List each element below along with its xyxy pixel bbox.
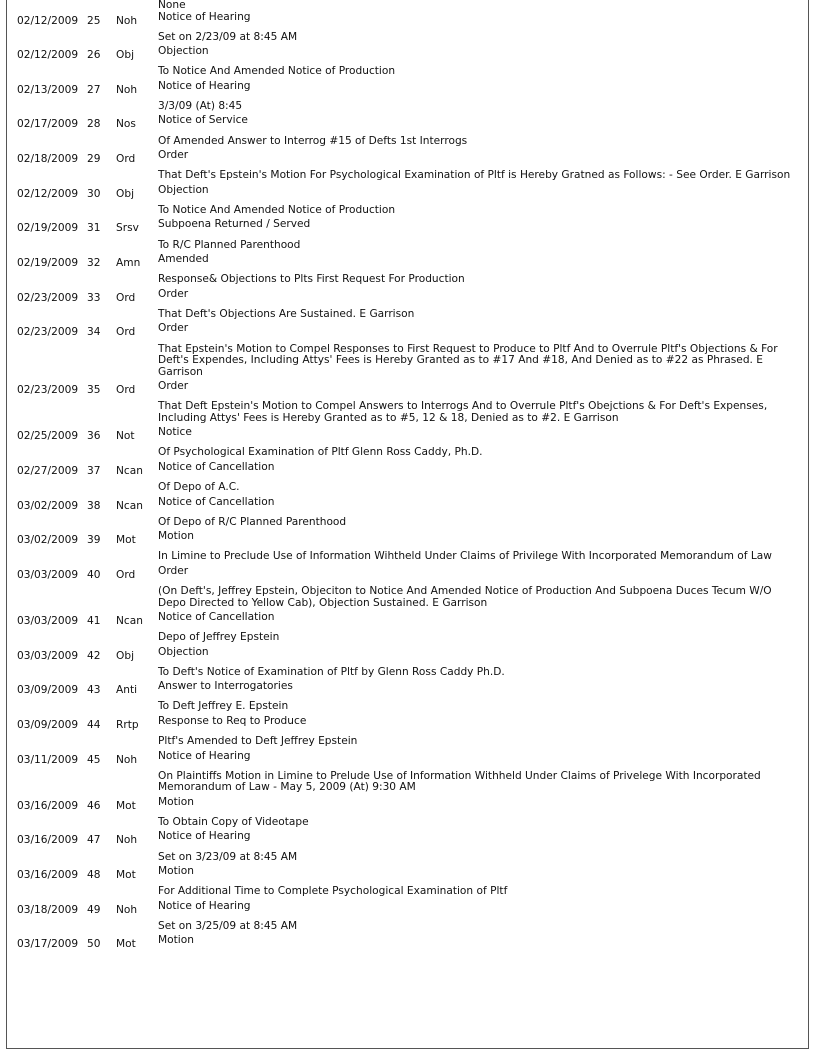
- entry-type: Notice of Hearing: [158, 79, 251, 92]
- entry-date: 02/25/2009: [17, 430, 79, 443]
- docket-entry: [7, 797, 808, 832]
- entry-detail: Of Depo of R/C Planned Parenthood: [158, 515, 347, 528]
- entry-code: Noh: [116, 14, 138, 27]
- entry-type: Motion: [158, 795, 194, 808]
- docket-entry: [7, 150, 808, 185]
- entry-type: Notice of Service: [158, 114, 248, 127]
- docket-entry: [7, 12, 808, 47]
- entry-detail: To Deft Jeffrey E. Epstein: [158, 700, 289, 713]
- docket-entry-header: [7, 115, 808, 133]
- entry-code: Noh: [116, 753, 138, 766]
- docket-entry-header: [7, 12, 808, 30]
- entry-number: 39: [87, 534, 101, 547]
- docket-entry: [7, 115, 808, 150]
- entry-date: 02/12/2009: [17, 187, 79, 200]
- entry-code: Not: [116, 430, 135, 443]
- docket-entry: [7, 254, 808, 289]
- entry-type: Order: [158, 322, 189, 335]
- docket-entry-header: [7, 462, 808, 480]
- docket-entry-header: [7, 497, 808, 515]
- docket-entry-header: [7, 219, 808, 237]
- entry-detail: That Deft's Epstein's Motion For Psychological Examination of Pltf is Hereby Gratned as Follows: - See Order. E Garrison: [158, 169, 791, 182]
- entry-number: 42: [87, 649, 101, 662]
- entry-type: Objection: [158, 645, 209, 658]
- entry-date: 03/03/2009: [17, 615, 79, 627]
- docket-entry: [7, 531, 808, 566]
- docket-entry: [7, 866, 808, 901]
- docket-entry-header: [7, 46, 808, 64]
- entry-type: Order: [158, 287, 189, 300]
- entry-detail: That Epstein's Motion to Compel Responses to First Request to Produce to Pltf And to Overrule Pltf's Objections & For Deft's Expendes, Including Attys' Fees is Hereby Granted as to #17 And #18, And Denied as to #22 as Phrased. E Garrison: [158, 342, 778, 378]
- docket-entry: [7, 381, 808, 427]
- docket-continuation-row: [7, 0, 808, 12]
- docket-entry: [7, 427, 808, 462]
- docket-entry-header: [7, 716, 808, 734]
- docket-entry: [7, 81, 808, 116]
- docket-entry-detail-row: [7, 815, 808, 832]
- entry-date: 02/13/2009: [17, 83, 79, 96]
- entry-code: Mot: [116, 534, 136, 547]
- entry-detail: Of Amended Answer to Interrog #15 of Defts 1st Interrogs: [158, 134, 468, 147]
- docket-entry: [7, 46, 808, 81]
- entry-code: Ord: [116, 568, 136, 581]
- entry-number: 45: [87, 753, 101, 766]
- entry-code: Nos: [116, 118, 136, 131]
- entry-detail: To Obtain Copy of Videotape: [158, 815, 309, 828]
- entry-number: 27: [87, 83, 101, 96]
- entry-code: Noh: [116, 83, 138, 96]
- entry-date: 03/16/2009: [17, 834, 79, 847]
- docket-entry-detail-row: [7, 399, 808, 427]
- entry-number: 30: [87, 187, 101, 200]
- entry-code: Obj: [116, 649, 135, 662]
- docket-entry-detail-row: [7, 919, 808, 936]
- entry-date: 02/12/2009: [17, 14, 79, 27]
- docket-entry-detail-row: [7, 99, 808, 116]
- entry-code: Ncan: [116, 615, 143, 627]
- entry-detail: Of Depo of A.C.: [158, 481, 240, 494]
- docket-entry-header: [7, 254, 808, 272]
- entry-type: Answer to Interrogatories: [158, 680, 293, 693]
- entry-code: Anti: [116, 684, 138, 697]
- entry-date: 03/03/2009: [17, 568, 79, 581]
- docket-entry-detail-row: [7, 134, 808, 151]
- entry-number: 43: [87, 684, 101, 697]
- docket-entry-detail-row: [7, 30, 808, 47]
- docket-entry-detail-row: [7, 549, 808, 566]
- entry-detail: (On Deft's, Jeffrey Epstein, Objeciton to Notice And Amended Notice of Production And Subpoena Duces Tecum W/O Depo Directed to Yellow Cab), Objection Sustained. E Garrison: [158, 585, 772, 609]
- entry-date: 03/17/2009: [17, 938, 79, 951]
- docket-entry-detail-row: [7, 734, 808, 751]
- entry-number: 29: [87, 153, 101, 166]
- docket-entry: [7, 751, 808, 797]
- docket-entry: [7, 185, 808, 220]
- entry-date: 02/23/2009: [17, 384, 79, 397]
- docket-entry: [7, 935, 808, 953]
- entry-code: Mot: [116, 799, 136, 812]
- docket-entry-detail-row: [7, 307, 808, 324]
- docket-entry-header: [7, 797, 808, 815]
- docket-entry-detail-row: [7, 168, 808, 185]
- docket-entry-header: [7, 289, 808, 307]
- entry-type: Notice of Hearing: [158, 10, 251, 23]
- entry-code: Noh: [116, 834, 138, 847]
- entry-date: 02/19/2009: [17, 257, 79, 270]
- entry-number: 37: [87, 464, 101, 477]
- docket-entry-detail-row: [7, 342, 808, 382]
- entry-detail: That Deft's Objections Are Sustained. E Garrison: [158, 307, 415, 320]
- docket-entry-header: [7, 751, 808, 769]
- entry-code: Ord: [116, 384, 136, 397]
- docket-entry: [7, 566, 808, 612]
- entry-code: Ncan: [116, 499, 143, 512]
- entry-type: Notice: [158, 426, 192, 439]
- entry-date: 02/27/2009: [17, 464, 79, 477]
- docket-entries: [7, 12, 808, 954]
- docket-entry: [7, 681, 808, 716]
- docket-entry-header: [7, 866, 808, 884]
- entry-number: 49: [87, 903, 101, 916]
- entry-detail: That Deft Epstein's Motion to Compel Answers to Interrogs And to Overrule Pltf's Obejctions & For Deft's Expenses, Including Attys' Fees is Hereby Granted as to #5, 12 & 18, Denied as to #2. E Garrison: [158, 400, 768, 424]
- entry-detail: To R/C Planned Parenthood: [158, 238, 301, 251]
- entry-code: Obj: [116, 187, 135, 200]
- docket-entry: [7, 647, 808, 682]
- docket-entry: [7, 831, 808, 866]
- docket-entry-detail-row: [7, 445, 808, 462]
- docket-entry-detail-row: [7, 272, 808, 289]
- entry-type: Notice of Cancellation: [158, 495, 275, 508]
- entry-date: 02/23/2009: [17, 326, 79, 339]
- entry-detail: To Deft's Notice of Examination of Pltf by Glenn Ross Caddy Ph.D.: [158, 665, 505, 678]
- entry-detail: Of Psychological Examination of Pltf Glenn Ross Caddy, Ph.D.: [158, 446, 483, 459]
- docket-entry-header: [7, 681, 808, 699]
- entry-detail: None: [158, 0, 186, 11]
- entry-type: Notice of Cancellation: [158, 611, 275, 623]
- docket-entry: [7, 323, 808, 381]
- entry-date: 02/12/2009: [17, 49, 79, 62]
- docket-entry-detail-row: [7, 769, 808, 797]
- entry-date: 03/02/2009: [17, 534, 79, 547]
- entry-code: Rrtp: [116, 718, 139, 731]
- entry-number: 47: [87, 834, 101, 847]
- entry-detail: Set on 3/23/09 at 8:45 AM: [158, 850, 298, 863]
- entry-type: Objection: [158, 183, 209, 196]
- entry-detail: Response& Objections to Plts First Request For Production: [158, 273, 465, 286]
- entry-type: Notice of Cancellation: [158, 460, 275, 473]
- entry-detail: Set on 2/23/09 at 8:45 AM: [158, 30, 298, 43]
- entry-type: Motion: [158, 934, 194, 947]
- entry-type: Order: [158, 380, 189, 393]
- docket-entry: [7, 219, 808, 254]
- docket-entry-header: [7, 150, 808, 168]
- docket-entry-header: [7, 831, 808, 849]
- entry-code: Amn: [116, 257, 141, 270]
- entry-type: Objection: [158, 45, 209, 58]
- entry-detail: For Additional Time to Complete Psychological Examination of Pltf: [158, 885, 508, 898]
- docket-entry-detail-row: [7, 630, 808, 647]
- entry-number: 34: [87, 326, 101, 339]
- docket-entry-header: [7, 612, 808, 630]
- entry-date: 03/09/2009: [17, 684, 79, 697]
- entry-date: 03/11/2009: [17, 753, 79, 766]
- entry-date: 03/02/2009: [17, 499, 79, 512]
- entry-number: 40: [87, 568, 101, 581]
- docket-entry-detail-row: [7, 515, 808, 532]
- entry-code: Mot: [116, 938, 136, 951]
- entry-type: Response to Req to Produce: [158, 714, 307, 727]
- entry-type: Notice of Hearing: [158, 830, 251, 843]
- entry-type: Subpoena Returned / Served: [158, 218, 311, 231]
- entry-type: Motion: [158, 530, 194, 543]
- docket-entry-detail-row: [7, 665, 808, 682]
- entry-type: Notice of Hearing: [158, 899, 251, 912]
- entry-type: Amended: [158, 253, 209, 266]
- docket-entry-header: [7, 323, 808, 341]
- docket-entry-detail-row: [7, 850, 808, 867]
- entry-number: 25: [87, 14, 101, 27]
- entry-date: 02/18/2009: [17, 153, 79, 166]
- entry-date: 02/19/2009: [17, 222, 79, 235]
- docket-entry-detail-row: [7, 884, 808, 901]
- docket-entry-detail-row: [7, 480, 808, 497]
- docket-entry-detail-row: [7, 699, 808, 716]
- entry-date: 03/09/2009: [17, 718, 79, 731]
- entry-detail: In Limine to Preclude Use of Information Wihtheld Under Claims of Privilege With Incorporated Memorandum of Law: [158, 550, 772, 563]
- entry-type: Order: [158, 564, 189, 577]
- entry-detail: To Notice And Amended Notice of Production: [158, 65, 396, 78]
- entry-date: 03/18/2009: [17, 903, 79, 916]
- entry-code: Obj: [116, 49, 135, 62]
- entry-code: Noh: [116, 903, 138, 916]
- entry-number: 50: [87, 938, 101, 951]
- entry-number: 31: [87, 222, 101, 235]
- entry-type: Notice of Hearing: [158, 749, 251, 762]
- docket-table: [6, 0, 809, 1049]
- entry-detail: Set on 3/25/09 at 8:45 AM: [158, 919, 298, 932]
- entry-number: 32: [87, 257, 101, 270]
- entry-type: Order: [158, 149, 189, 162]
- docket-entry: [7, 901, 808, 936]
- docket-entry: [7, 462, 808, 497]
- entry-code: Ncan: [116, 464, 143, 477]
- entry-number: 35: [87, 384, 101, 397]
- entry-number: 48: [87, 869, 101, 882]
- entry-number: 36: [87, 430, 101, 443]
- entry-type: Motion: [158, 865, 194, 878]
- docket-entry-detail-row: [7, 203, 808, 220]
- entry-detail: 3/3/09 (At) 8:45: [158, 99, 243, 112]
- docket-entry-header: [7, 427, 808, 445]
- entry-number: 26: [87, 49, 101, 62]
- entry-date: 02/17/2009: [17, 118, 79, 131]
- entry-number: 28: [87, 118, 101, 131]
- entry-detail: To Notice And Amended Notice of Production: [158, 203, 396, 216]
- docket-entry-header: [7, 381, 808, 399]
- entry-date: 03/03/2009: [17, 649, 79, 662]
- docket-entry-header: [7, 81, 808, 99]
- docket-entry-header: [7, 935, 808, 953]
- entry-number: 44: [87, 718, 101, 731]
- docket-entry-header: [7, 566, 808, 584]
- docket-entry: [7, 497, 808, 532]
- docket-entry: [7, 289, 808, 324]
- docket-entry-detail-row: [7, 584, 808, 612]
- docket-entry-detail-row: [7, 64, 808, 81]
- docket-entry-detail-row: [7, 238, 808, 255]
- docket-entry-header: [7, 185, 808, 203]
- entry-number: 38: [87, 499, 101, 512]
- entry-detail: On Plaintiffs Motion in Limine to Prelude Use of Information Withheld Under Claims of Privelege With Incorporated Memorandum of Law - May 5, 2009 (At) 9:30 AM: [158, 769, 761, 794]
- entry-date: 03/16/2009: [17, 799, 79, 812]
- entry-number: 46: [87, 799, 101, 812]
- entry-code: Srsv: [116, 222, 139, 235]
- docket-entry-header: [7, 531, 808, 549]
- docket-entry: [7, 716, 808, 751]
- entry-code: Mot: [116, 869, 136, 882]
- entry-detail: Pltf's Amended to Deft Jeffrey Epstein: [158, 735, 358, 748]
- entry-code: Ord: [116, 153, 136, 166]
- entry-date: 03/16/2009: [17, 869, 79, 882]
- entry-number: 33: [87, 291, 101, 304]
- docket-entry-header: [7, 647, 808, 665]
- entry-code: Ord: [116, 326, 136, 339]
- entry-number: 41: [87, 615, 101, 627]
- entry-date: 02/23/2009: [17, 291, 79, 304]
- entry-code: Ord: [116, 291, 136, 304]
- docket-entry-header: [7, 901, 808, 919]
- docket-entry: [7, 612, 808, 647]
- entry-detail: Depo of Jeffrey Epstein: [158, 631, 280, 644]
